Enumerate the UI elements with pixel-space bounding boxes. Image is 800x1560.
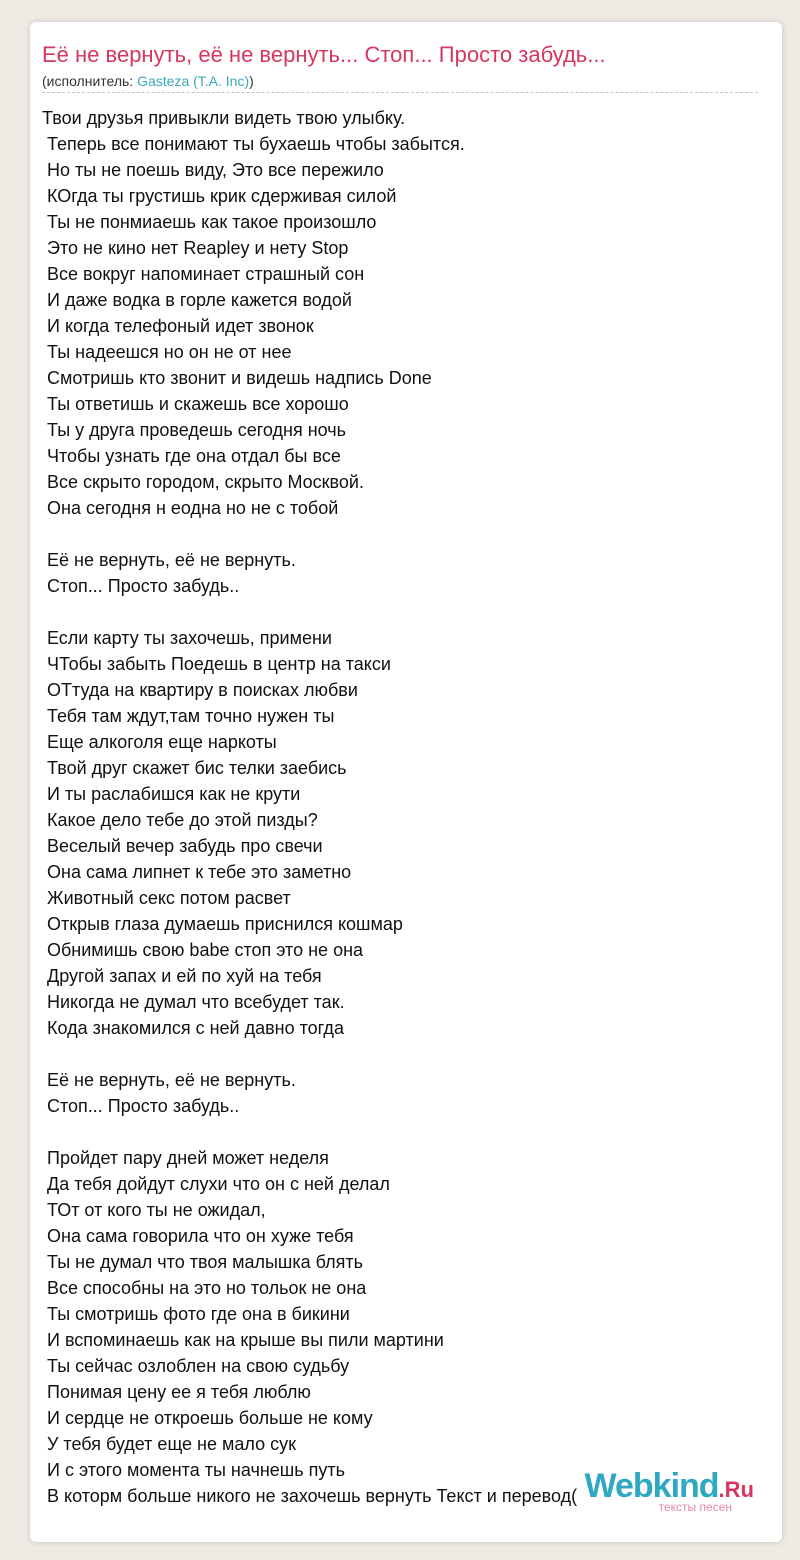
lyrics-text: Твои друзья привыкли видеть твою улыбку. Теперь все понимают ты бухаешь чтобы забытся. Но ты не поешь виду, Это все пережило КОгда ты грустишь крик сдерживая силой Ты не понмиаешь как такое произошло Это не кино нет Reapley и нету Stop Все вокруг напоминает страшный сон И даже водка в горле кажется водой И когда телефоный идет звонок Ты надеешся но он не от нее Смотришь кто звонит и видешь надпись Done Ты ответишь и скажешь все хорошо Ты у друга проведешь сегодня ночь Чтобы узнать где она отдал бы все Все скрыто городом, скрыто Москвой. Она сегодня н еодна но не с тобой Её не вернуть, её не вернуть. Стоп... Просто забудь.. Если карту ты захочешь, примени ЧТобы забыть Поедешь в центр на такси ОТтуда на квартиру в поисках любви Тебя там ждут,там точно нужен ты Еще алкоголя еще наркоты Твой друг скажет бис телки заебись И ты раслабишся как не крути Какое дело тебе до этой пизды? Веселый вечер забудь про свечи Она сама липнет к тебе это заметно Животный секс потом расвет Открыв глаза думаешь приснился кошмар Обнимишь свою babe стоп это не она Другой запах и ей по хуй на тебя Никогда не думал что всебудет так. Кода знакомился с ней давно тогда Её не вернуть, её не вернуть. Стоп... Просто забудь.. Пройдет пару дней может неделя Да тебя дойдут слухи что он с ней делал ТОт от кого ты не ожидал, Она сама говорила что он хуже тебя Ты не думал что твоя малышка блять Все способны на это но тольок не она Ты смотришь фото где она в бикини И вспоминаешь как на крыше вы пили мартини Ты сейчас озлоблен на свою судьбу Понимая цену ее я тебя люблю И сердце не откроешь больше не кому У тебя будет еще не мало сук И с этого момента ты начнешь путь В которм больше никого не захочешь вернуть Текст и перевод( [42,108,578,1506]
logo-tagline: тексты песен [658,1500,732,1514]
site-logo[interactable] [585,1467,755,1514]
header-divider [42,92,758,93]
artist-link[interactable]: Gasteza (T.A. Inc) [137,73,250,89]
artist-line [42,73,254,89]
song-title: Её не вернуть, её не вернуть... Стоп... Просто забудь... [42,42,606,67]
lyrics-card [30,22,782,1542]
logo-ru: .Ru [718,1477,754,1502]
logo-main: Webkind [584,1467,719,1505]
artist-prefix: (исполнитель: [42,73,138,89]
artist-suffix: ) [249,73,254,89]
